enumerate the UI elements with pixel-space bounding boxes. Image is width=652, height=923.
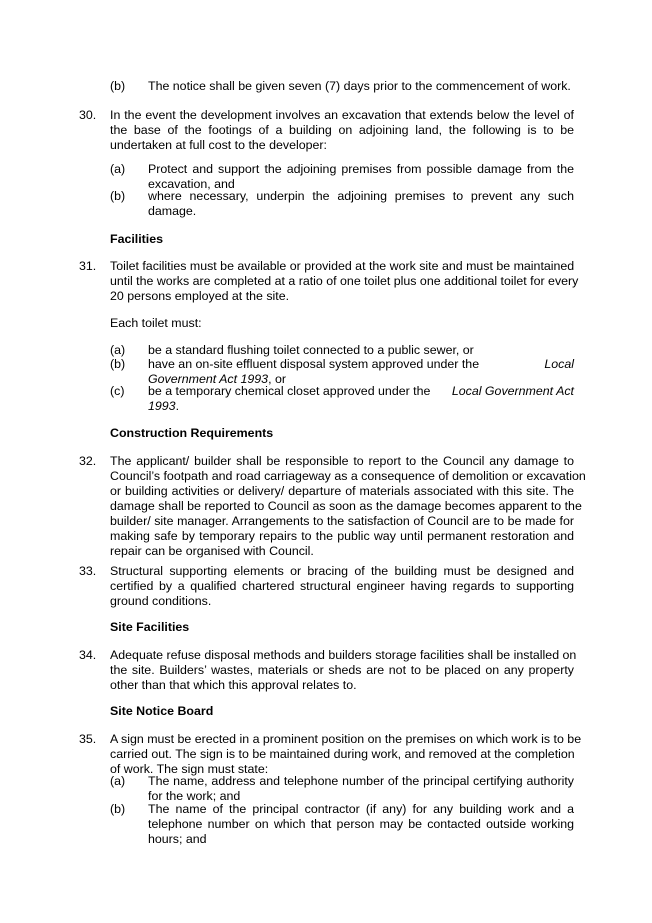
clause-number: 31. (79, 259, 97, 273)
item-text: The name, address and telephone number of the principal certifying authority for the work; and (148, 774, 574, 803)
clause-33-text: Structural supporting elements or bracing of the building must be designed and certified by a qualified chartered structural engineer having regards to supporting ground conditions. (110, 564, 574, 608)
item-label: (a) (110, 162, 126, 176)
clause-number: 34. (79, 648, 97, 662)
item-label: (c) (110, 384, 125, 398)
item-text: The notice shall be given seven (7) days prior to the commencement of work. (148, 79, 571, 93)
item-text: The name of the principal contractor (if any) for any building work and a telephone number on which that person may be contacted outside working hours; and (148, 802, 574, 846)
item-text: be a standard flushing toilet connected to a public sewer, or (148, 343, 474, 357)
section-heading: Site Facilities (110, 620, 190, 634)
item-text: where necessary, underpin the adjoining premises to prevent any such damage. (148, 189, 574, 218)
clause-34-text: Adequate refuse disposal methods and builders storage facilities shall be installed on the site. Builders’ wastes, materials or sheds are not to be placed on any property other than that which this approval relates to. (110, 648, 577, 692)
section-heading: Construction Requirements (110, 426, 274, 440)
item-text: have an on-site effluent disposal system approved under the Local Government Act 1993, or (148, 357, 574, 386)
clause-number: 32. (79, 454, 97, 468)
clause-35-text: A sign must be erected in a prominent position on the premises on which work is to be carried out. The sign is to be maintained during work, and removed at the completion of work. The sign must state: (110, 732, 582, 776)
item-label: (b) (110, 79, 126, 93)
item-label: (b) (110, 189, 126, 203)
item-label: (b) (110, 802, 126, 816)
clause-number: 35. (79, 732, 97, 746)
clause-number: 30. (79, 108, 97, 122)
item-label: (b) (110, 357, 126, 371)
clause-32-text: The applicant/ builder shall be responsible to report to the Council any damage to Council’s footpath and road carriageway as a consequence of demolition or excavation or building activities or delivery/ departure of materials associated with this site. The damage shall be reported to Council as soon as the damage becomes apparent to the builder/ site manager. Arrangements to the satisfaction of Council are to be made for making safe by temporary repairs to the public way until permanent restoration and repair can be organised with Council. (110, 454, 586, 558)
clause-31-text: Toilet facilities must be available or provided at the work site and must be maintained until the works are completed at a ratio of one toilet plus one additional toilet for every 20 persons employed at the site. (110, 259, 579, 303)
section-heading: Facilities (110, 232, 164, 246)
clause-30-text: In the event the development involves an excavation that extends below the level of the base of the footings of a building on adjoining land, the following is to be undertaken at full cost to the developer: (110, 108, 574, 152)
item-label: (a) (110, 343, 126, 357)
paragraph: Each toilet must: (110, 316, 202, 330)
item-text: be a temporary chemical closet approved under the Local Government Act 1993. (148, 384, 574, 413)
clause-number: 33. (79, 564, 97, 578)
section-heading: Site Notice Board (110, 704, 214, 718)
item-text: Protect and support the adjoining premises from possible damage from the excavation, and (148, 162, 574, 191)
item-label: (a) (110, 774, 126, 788)
